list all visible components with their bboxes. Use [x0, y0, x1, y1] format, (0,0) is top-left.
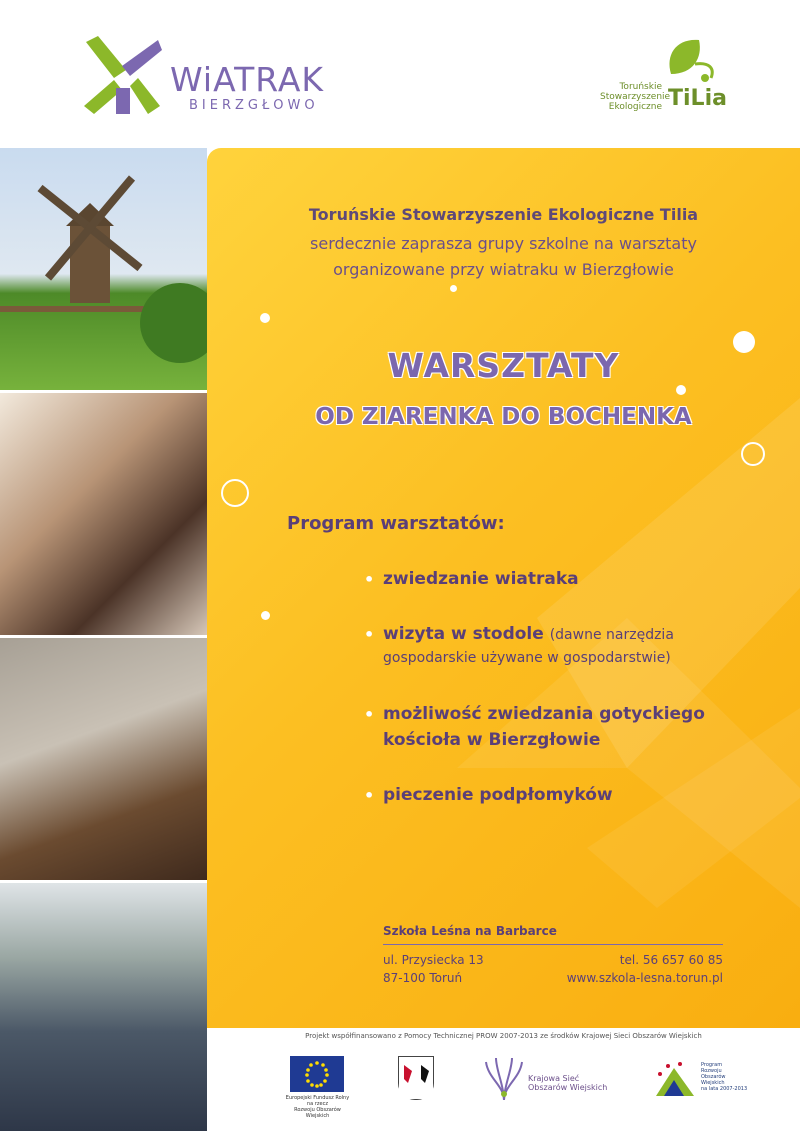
tilia-leaf-icon — [665, 34, 721, 84]
prow-line-1: Program — [701, 1062, 723, 1068]
coat-of-arms-art — [399, 1057, 433, 1099]
kneading-photo — [0, 638, 207, 880]
tilia-line-1: Toruńskie — [619, 82, 662, 92]
coat-of-arms-icon — [398, 1056, 434, 1100]
school-name: Szkoła Leśna na Barbarce — [383, 924, 557, 938]
prow-logo-text — [701, 1062, 747, 1092]
program-heading: Program warsztatów: — [287, 513, 505, 534]
decor-ring — [221, 479, 249, 507]
wiatrak-logo-sub: BIERZGŁOWO — [189, 98, 319, 113]
program-item-2-bold: wizyta w stodole — [383, 624, 544, 644]
decor-ring — [741, 442, 765, 466]
prow-logo-icon — [650, 1056, 700, 1104]
program-item-2-note: (dawne narzędzia — [549, 627, 674, 643]
funding-note: Projekt współfinansowano z Pomocy Technicznej PROW 2007-2013 ze środków Krajowej Sieci Obszarów Wiejskich — [305, 1032, 702, 1040]
decor-dot — [260, 313, 270, 323]
children-photo — [0, 883, 207, 1131]
program-item-1: zwiedzanie wiatraka — [383, 569, 579, 589]
decor-dot — [676, 385, 686, 395]
flour-photo — [0, 393, 207, 635]
ksow-logo-text — [528, 1074, 607, 1092]
invitation-line-1: Toruńskie Stowarzyszenie Ekologiczne Tilia — [308, 205, 699, 224]
school-website[interactable]: www.szkola-lesna.torun.pl — [566, 971, 723, 985]
tilia-line-2: Stowarzyszenie — [600, 92, 671, 102]
bullet-icon: • — [364, 786, 375, 805]
contact-divider — [383, 944, 723, 945]
workshop-title: WARSZTATY — [387, 346, 620, 385]
invitation-line-3: organizowane przy wiatraku w Bierzgłowie — [333, 260, 674, 279]
program-item-2-note-line: gospodarskie używane w gospodarstwie) — [383, 650, 671, 666]
prow-line-3: Obszarów — [701, 1074, 726, 1080]
wiatrak-logo-word: WiATRAK — [170, 60, 325, 99]
bullet-icon: • — [364, 570, 375, 589]
school-street: ul. Przysiecka 13 — [383, 953, 484, 967]
bullet-icon: • — [364, 705, 375, 724]
program-item-2 — [383, 621, 743, 648]
tilia-logo-text — [600, 82, 671, 112]
workshop-subtitle: OD ZIARENKA DO BOCHENKA — [315, 404, 692, 430]
windmill-logo-icon — [82, 36, 162, 116]
page-header — [0, 0, 800, 148]
program-item-4: pieczenie podpłomyków — [383, 785, 613, 805]
eu-caption-line-2: Rozwoju Obszarów Wiejskich — [294, 1107, 341, 1119]
school-phone: tel. 56 657 60 85 — [619, 953, 723, 967]
decor-dot — [261, 611, 270, 620]
tilia-line-3: Ekologiczne — [608, 102, 662, 112]
eu-caption — [285, 1095, 350, 1119]
eu-stars-icon — [290, 1056, 344, 1092]
windmill-photo — [0, 148, 207, 390]
prow-line-4: Wiejskich — [701, 1080, 725, 1086]
program-item-3-line-1: możliwość zwiedzania gotyckiego — [383, 704, 705, 724]
bullet-icon: • — [364, 625, 375, 644]
invitation-line-2: serdecznie zaprasza grupy szkolne na warsztaty — [310, 234, 697, 253]
school-city: 87-100 Toruń — [383, 971, 463, 985]
prow-line-5: na lata 2007-2013 — [701, 1086, 748, 1092]
tilia-logo-word: TiLia — [668, 86, 727, 111]
windmill-photo-art — [0, 148, 207, 390]
prow-line-2: Rozwoju — [701, 1068, 722, 1074]
ksow-line-1: Krajowa Sieć — [528, 1074, 580, 1083]
eu-flag-icon — [290, 1056, 344, 1092]
program-item-3-line-2: kościoła w Bierzgłowie — [383, 730, 601, 750]
ksow-line-2: Obszarów Wiejskich — [528, 1083, 608, 1092]
decor-dot — [450, 285, 457, 292]
ksow-logo-icon — [482, 1056, 526, 1102]
eu-caption-line-1: Europejski Fundusz Rolny na rzecz — [285, 1095, 350, 1107]
